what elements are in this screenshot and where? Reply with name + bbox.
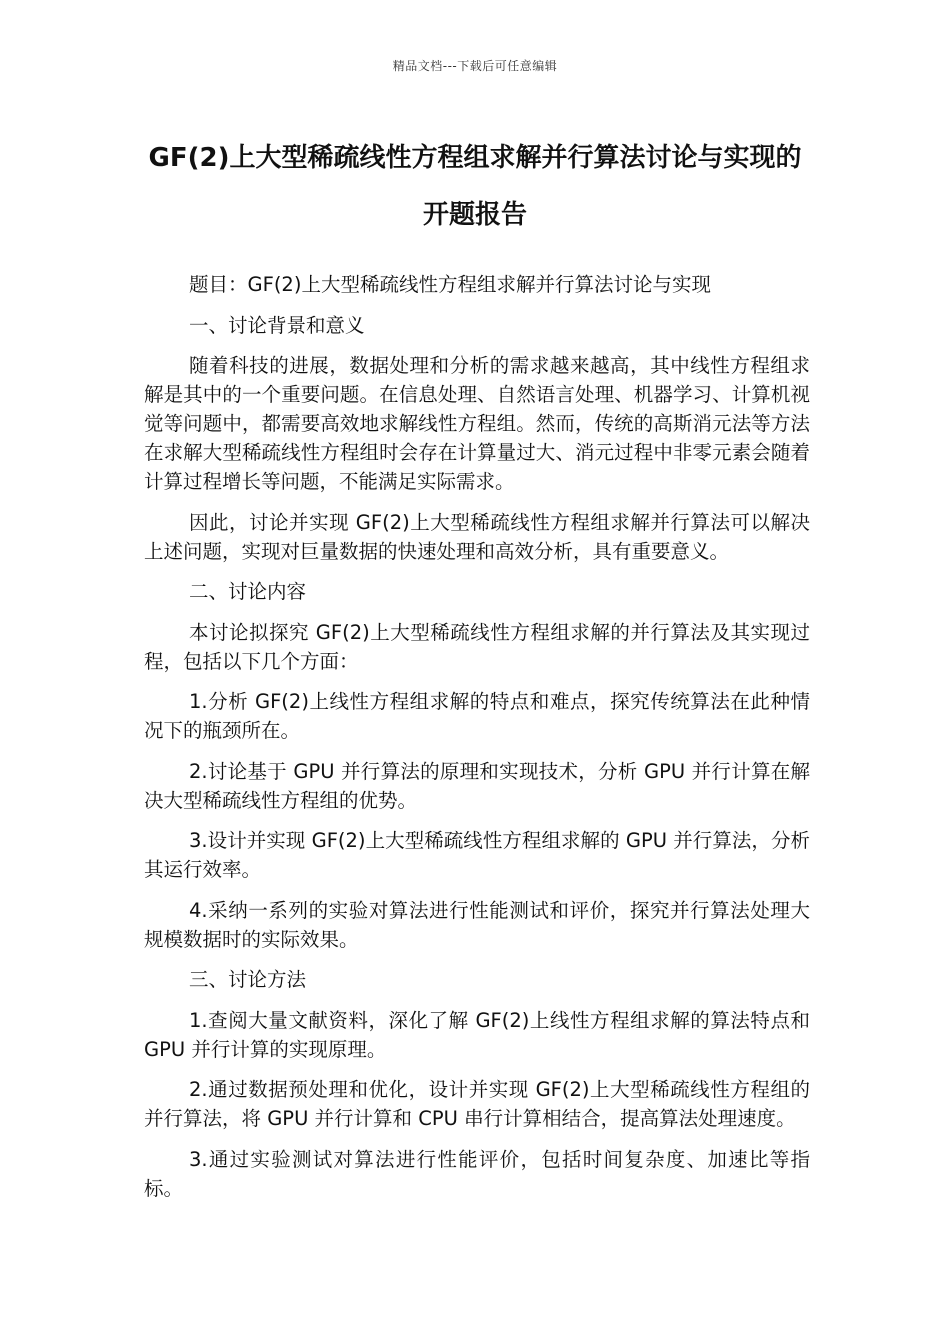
list-item: 1.查阅大量文献资料，深化了解 GF(2)上线性方程组求解的算法特点和 GPU 并行计算的实现原理。	[144, 1008, 810, 1061]
section-heading-content: 二、讨论内容	[189, 580, 307, 603]
list-item: 3.设计并实现 GF(2)上大型稀疏线性方程组求解的 GPU 并行算法，分析其运行效率。	[144, 829, 810, 881]
paragraph: 随着科技的进展，数据处理和分析的需求越来越高，其中线性方程组求解是其中的一个重要问题。在信息处理、自然语言处理、机器学习、计算机视觉等问题中，都需要高效地求解线性方程组。然而，传统的高斯消元法等方法在求解大型稀疏线性方程组时会存在计算量过大、消元过程中非零元素会随着计算过程增长等问题，不能满足实际需求。	[144, 354, 810, 493]
paragraph: 因此，讨论并实现 GF(2)上大型稀疏线性方程组求解并行算法可以解决上述问题，实现对巨量数据的快速处理和高效分析，具有重要意义。	[144, 510, 810, 563]
paragraph: 本讨论拟探究 GF(2)上大型稀疏线性方程组求解的并行算法及其实现过程，包括以下几个方面：	[144, 620, 810, 673]
list-item: 2.讨论基于 GPU 并行算法的原理和实现技术，分析 GPU 并行计算在解决大型稀疏线性方程组的优势。	[144, 759, 810, 812]
list-item: 4.采纳一系列的实验对算法进行性能测试和评价，探究并行算法处理大规模数据时的实际效果。	[144, 898, 810, 951]
document-title: GF(2)上大型稀疏线性方程组求解并行算法讨论与实现的开题报告	[148, 143, 802, 230]
subject-line: 题目：GF(2)上大型稀疏线性方程组求解并行算法讨论与实现	[189, 273, 711, 296]
section-heading-background: 一、讨论背景和意义	[189, 313, 365, 337]
section-heading-method: 三、讨论方法	[189, 968, 307, 991]
list-item: 1.分析 GF(2)上线性方程组求解的特点和难点，探究传统算法在此种情况下的瓶颈所在。	[144, 690, 810, 742]
header-note: 精品文档---下载后可任意编辑	[392, 59, 558, 73]
list-item: 3.通过实验测试对算法进行性能评价，包括时间复杂度、加速比等指标。	[144, 1147, 810, 1200]
document-body	[144, 270, 810, 1214]
list-item: 2.通过数据预处理和优化，设计并实现 GF(2)上大型稀疏线性方程组的并行算法，将 GPU 并行计算和 CPU 串行计算相结合，提高算法处理速度。	[144, 1078, 810, 1130]
